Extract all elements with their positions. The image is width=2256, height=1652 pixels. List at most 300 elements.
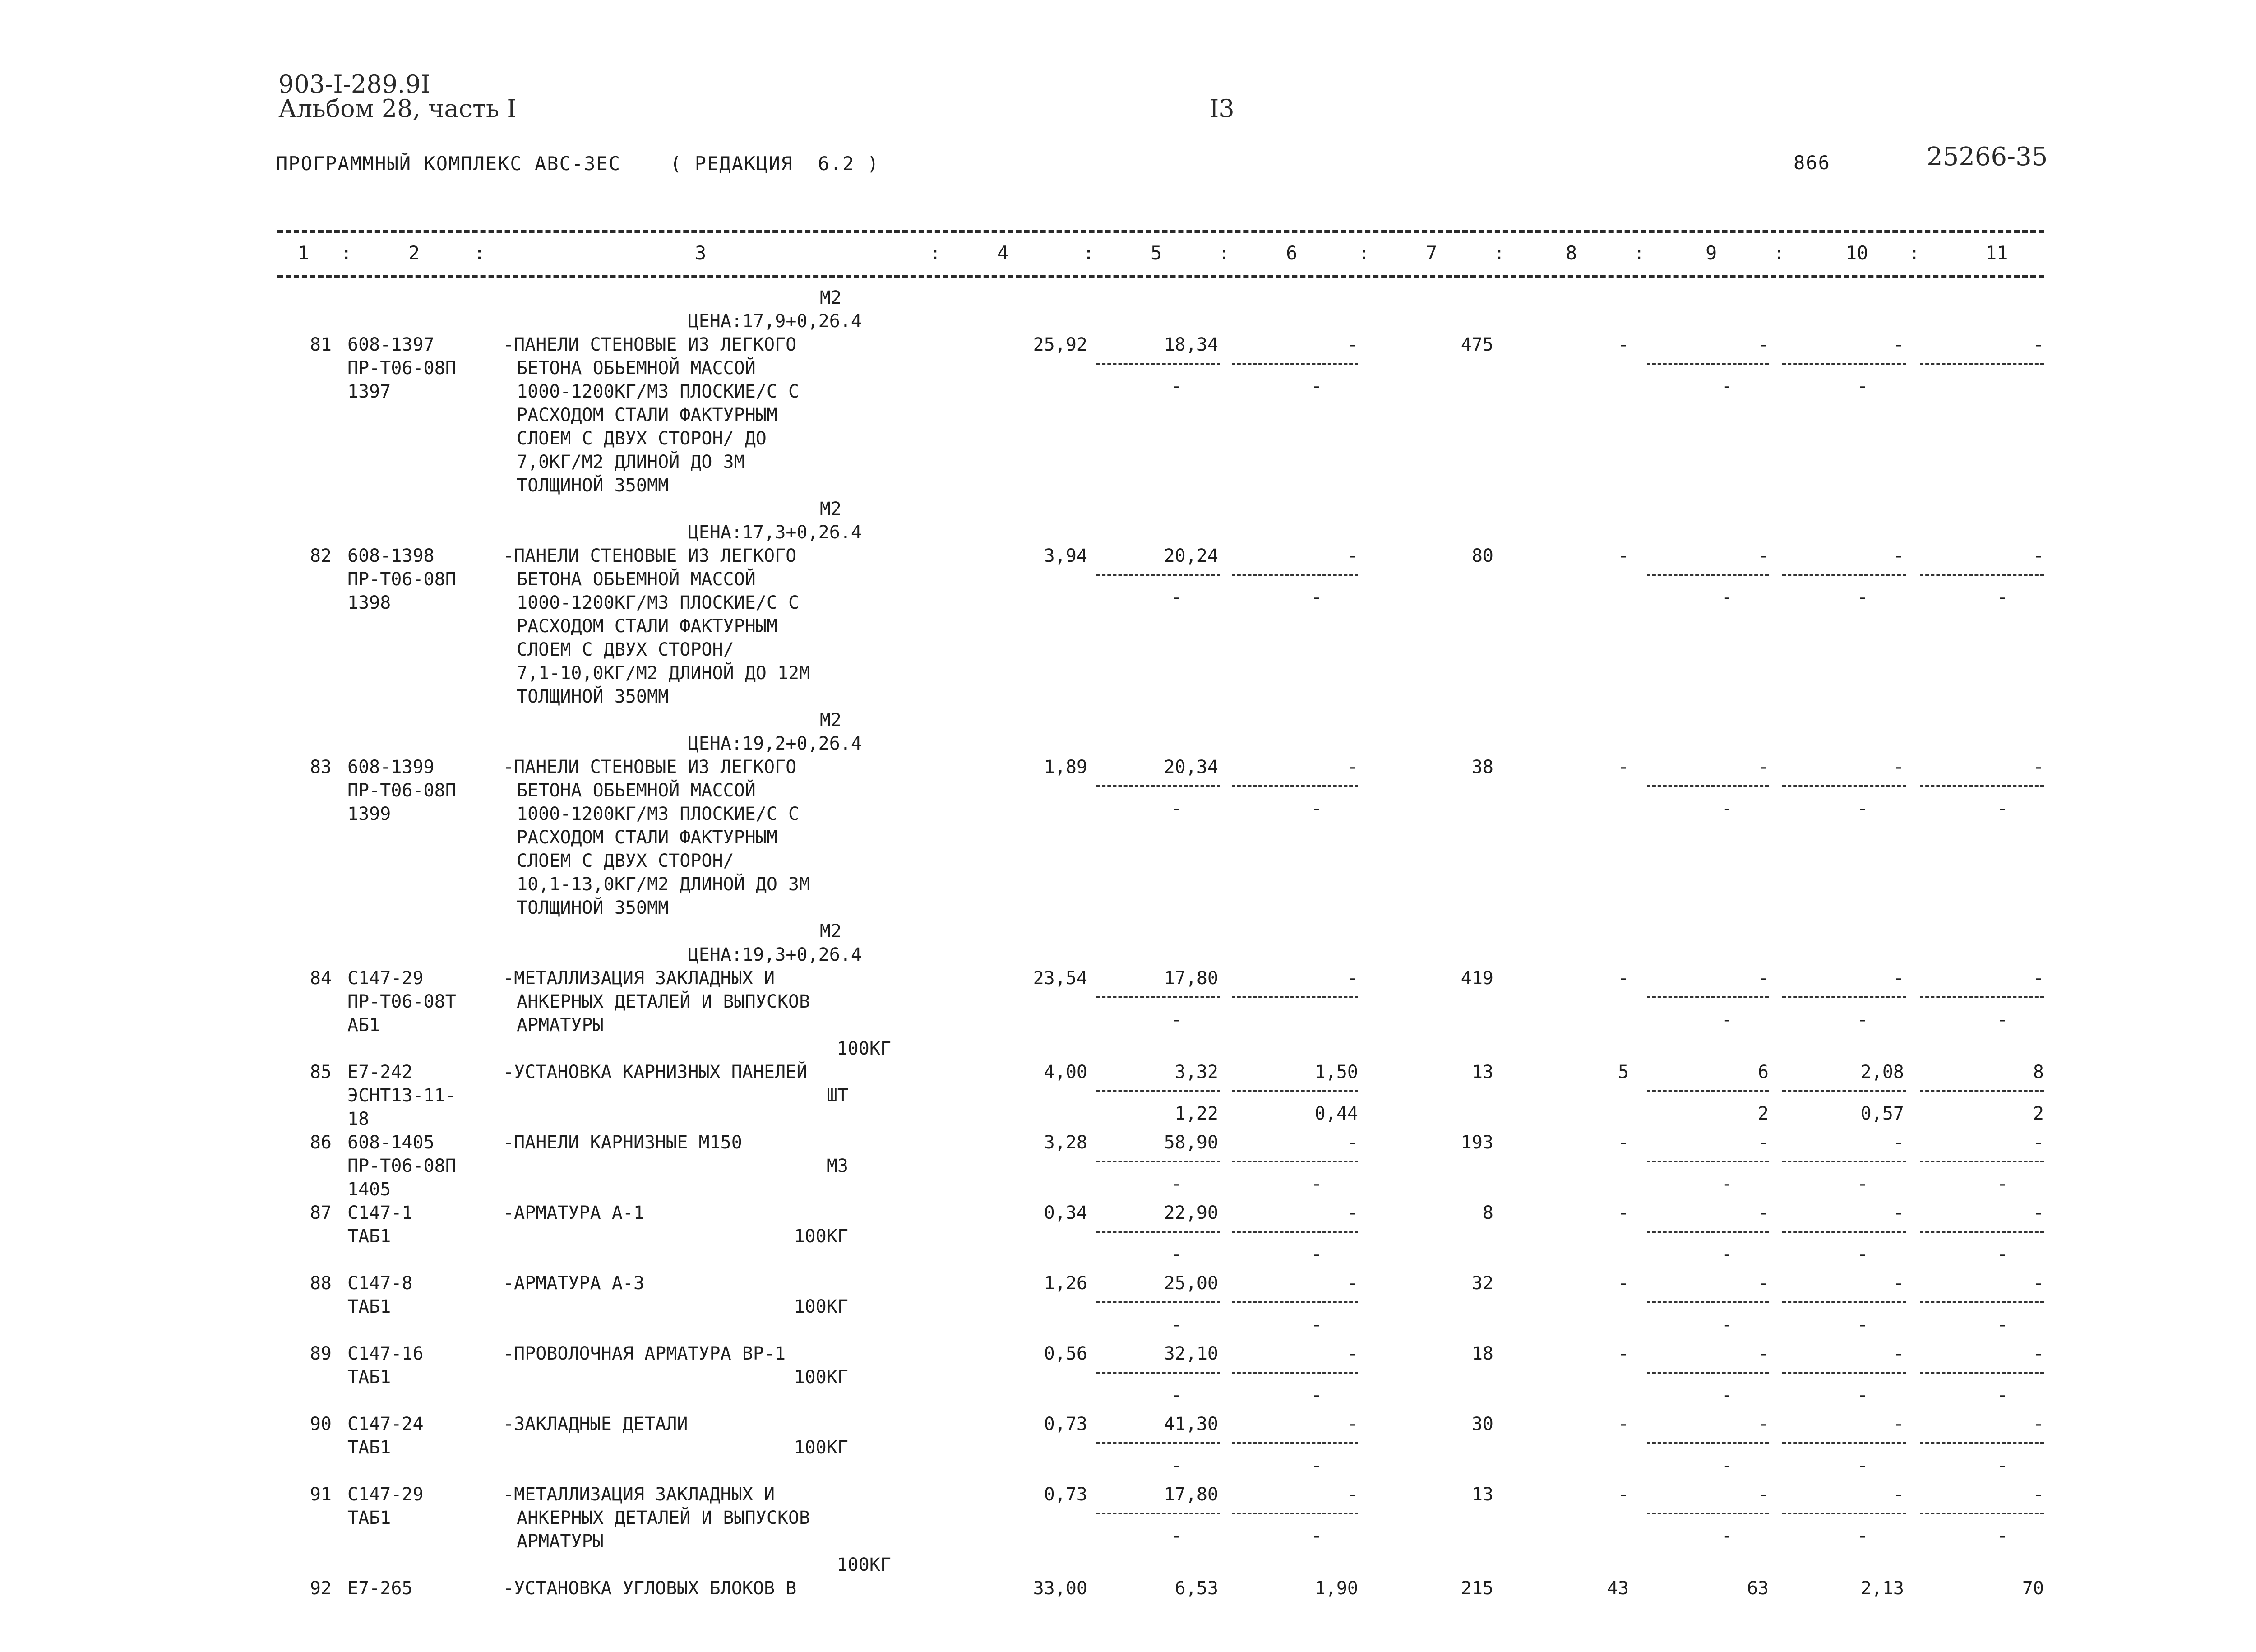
value-c9: - bbox=[1757, 334, 1769, 355]
row-code: 608-1399 bbox=[347, 757, 435, 777]
cell-separator bbox=[1096, 1090, 1220, 1092]
price-label: ЦЕНА:17,3+0,26.4 bbox=[688, 522, 862, 543]
row-code: 1397 bbox=[347, 381, 391, 402]
album-label: Альбом 28, часть I bbox=[278, 94, 517, 123]
price-label: ЦЕНА:17,9+0,26.4 bbox=[688, 311, 862, 332]
row-code: С147-29 bbox=[347, 968, 424, 989]
cell-separator bbox=[1647, 1090, 1769, 1092]
cell-separator bbox=[1920, 1513, 2044, 1514]
value-c9: - bbox=[1757, 1273, 1769, 1294]
value-c10: - bbox=[1893, 1203, 1904, 1223]
value-c4: 3,94 bbox=[1044, 546, 1087, 566]
cell-separator bbox=[1647, 785, 1769, 787]
column-header-5: 5 bbox=[1151, 242, 1162, 264]
row-description: СЛОЕМ С ДВУХ СТОРОН/ bbox=[517, 851, 734, 871]
row-number: 90 bbox=[310, 1414, 332, 1435]
value-c10: - bbox=[1893, 968, 1904, 989]
row-description: РАСХОДОМ СТАЛИ ФАКТУРНЫМ bbox=[517, 616, 777, 637]
row-description: ТОЛЩИНОЙ 350ММ bbox=[517, 475, 669, 496]
value-c7: 215 bbox=[1461, 1578, 1493, 1599]
value-c11: 70 bbox=[2022, 1578, 2044, 1599]
subvalue-c5: - bbox=[1171, 1526, 1182, 1546]
row-description: -УСТАНОВКА УГЛОВЫХ БЛОКОВ В bbox=[503, 1578, 797, 1599]
cell-separator bbox=[1232, 1090, 1358, 1092]
subvalue-c10: - bbox=[1857, 1314, 1868, 1335]
subvalue-c5: - bbox=[1171, 1009, 1182, 1030]
subvalue-c10: - bbox=[1857, 1455, 1868, 1476]
subvalue-c11: - bbox=[1997, 587, 2008, 608]
value-c11: - bbox=[2033, 1414, 2044, 1435]
value-c4: 1,89 bbox=[1044, 757, 1087, 777]
row-number: 88 bbox=[310, 1273, 332, 1294]
row-number: 92 bbox=[310, 1578, 332, 1599]
value-c9: - bbox=[1757, 1132, 1769, 1153]
value-c10: 2,08 bbox=[1860, 1062, 1904, 1083]
subvalue-c5: - bbox=[1171, 1174, 1182, 1194]
subvalue-c11: 2 bbox=[2033, 1103, 2044, 1124]
unit-label: 100КГ bbox=[794, 1296, 848, 1317]
column-header-7: 7 bbox=[1426, 242, 1438, 264]
value-c7: 38 bbox=[1471, 757, 1493, 777]
value-c8: - bbox=[1618, 1203, 1629, 1223]
row-code: ПР-Т06-08П bbox=[347, 358, 456, 379]
row-description: 7,1-10,0КГ/М2 ДЛИНОЙ ДО 12М bbox=[517, 663, 810, 684]
cell-separator bbox=[1782, 574, 1906, 576]
row-code: 608-1405 bbox=[347, 1132, 435, 1153]
subvalue-c9: 2 bbox=[1757, 1103, 1769, 1124]
row-description: БЕТОНА ОБЬЕМНОЙ МАССОЙ bbox=[517, 780, 756, 801]
row-description: -АРМАТУРА А-1 bbox=[503, 1203, 645, 1223]
value-c5: 20,34 bbox=[1164, 757, 1218, 777]
cell-separator bbox=[1232, 574, 1358, 576]
subvalue-c6: - bbox=[1311, 1244, 1322, 1265]
row-number: 84 bbox=[310, 968, 332, 989]
cell-separator bbox=[1096, 1301, 1220, 1303]
row-code: 608-1397 bbox=[347, 334, 435, 355]
cell-separator bbox=[1920, 574, 2044, 576]
value-c9: - bbox=[1757, 1203, 1769, 1223]
cell-separator bbox=[1782, 1372, 1906, 1374]
value-c9: 6 bbox=[1757, 1062, 1769, 1083]
row-code: ПР-Т06-08Т bbox=[347, 991, 456, 1012]
value-c6: - bbox=[1347, 1132, 1358, 1153]
subvalue-c5: - bbox=[1171, 1455, 1182, 1476]
value-c6: - bbox=[1347, 1273, 1358, 1294]
row-description: -ЗАКЛАДНЫЕ ДЕТАЛИ bbox=[503, 1414, 688, 1435]
column-separator: : bbox=[1083, 242, 1095, 264]
row-number: 91 bbox=[310, 1484, 332, 1505]
value-c10: - bbox=[1893, 757, 1904, 777]
value-c4: 33,00 bbox=[1033, 1578, 1087, 1599]
row-code: Е7-242 bbox=[347, 1062, 413, 1083]
cell-separator bbox=[1782, 1161, 1906, 1162]
cell-separator bbox=[1096, 1161, 1220, 1162]
subvalue-c9: - bbox=[1721, 587, 1733, 608]
row-number: 86 bbox=[310, 1132, 332, 1153]
subvalue-c9: - bbox=[1721, 1009, 1733, 1030]
value-c7: 8 bbox=[1482, 1203, 1493, 1223]
row-number: 87 bbox=[310, 1203, 332, 1223]
value-c6: - bbox=[1347, 334, 1358, 355]
cell-separator bbox=[1647, 1301, 1769, 1303]
value-c10: - bbox=[1893, 1273, 1904, 1294]
subvalue-c9: - bbox=[1721, 1244, 1733, 1265]
subvalue-c6: - bbox=[1311, 1385, 1322, 1406]
row-description: -ПАНЕЛИ СТЕНОВЫЕ ИЗ ЛЕГКОГО bbox=[503, 757, 797, 777]
value-c7: 193 bbox=[1461, 1132, 1493, 1153]
row-code: ТАБ1 bbox=[347, 1296, 391, 1317]
cell-separator bbox=[1920, 363, 2044, 365]
value-c6: - bbox=[1347, 1343, 1358, 1364]
cell-separator bbox=[1782, 996, 1906, 998]
value-c8: - bbox=[1618, 757, 1629, 777]
cell-separator bbox=[1647, 1161, 1769, 1162]
subvalue-c6: - bbox=[1311, 587, 1322, 608]
value-c11: - bbox=[2033, 1484, 2044, 1505]
row-code: С147-8 bbox=[347, 1273, 413, 1294]
cell-separator bbox=[1096, 574, 1220, 576]
subvalue-c11: - bbox=[1997, 1244, 2008, 1265]
unit-label: 100КГ bbox=[794, 1437, 848, 1458]
value-c11: - bbox=[2033, 1203, 2044, 1223]
row-number: 81 bbox=[310, 334, 332, 355]
cell-separator bbox=[1782, 785, 1906, 787]
row-code: С147-29 bbox=[347, 1484, 424, 1505]
row-description: РАСХОДОМ СТАЛИ ФАКТУРНЫМ bbox=[517, 405, 777, 426]
subvalue-c5: - bbox=[1171, 587, 1182, 608]
value-c5: 6,53 bbox=[1174, 1578, 1218, 1599]
subvalue-c11: - bbox=[1997, 1385, 2008, 1406]
row-code: ТАБ1 bbox=[347, 1226, 391, 1247]
column-header-11: 11 bbox=[1985, 242, 2008, 264]
value-c7: 80 bbox=[1471, 546, 1493, 566]
value-c7: 419 bbox=[1461, 968, 1493, 989]
column-separator: : bbox=[1218, 242, 1230, 264]
code-left: 866 bbox=[1794, 152, 1831, 174]
subvalue-c9: - bbox=[1721, 1385, 1733, 1406]
value-c4: 0,73 bbox=[1044, 1414, 1087, 1435]
subvalue-c11: - bbox=[1997, 798, 2008, 819]
cell-separator bbox=[1232, 785, 1358, 787]
subvalue-c9: - bbox=[1721, 798, 1733, 819]
subvalue-c10: - bbox=[1857, 376, 1868, 397]
cell-separator bbox=[1232, 1301, 1358, 1303]
price-label: ЦЕНА:19,2+0,26.4 bbox=[688, 733, 862, 754]
cell-separator bbox=[1920, 785, 2044, 787]
column-separator: : bbox=[1909, 242, 1920, 264]
row-code: 1405 bbox=[347, 1179, 391, 1200]
value-c8: - bbox=[1618, 1414, 1629, 1435]
value-c8: - bbox=[1618, 1343, 1629, 1364]
cell-separator bbox=[1782, 1090, 1906, 1092]
value-c5: 25,00 bbox=[1164, 1273, 1218, 1294]
value-c5: 3,32 bbox=[1174, 1062, 1218, 1083]
value-c10: 2,13 bbox=[1860, 1578, 1904, 1599]
value-c4: 0,34 bbox=[1044, 1203, 1087, 1223]
row-description: -УСТАНОВКА КАРНИЗНЫХ ПАНЕЛЕЙ bbox=[503, 1062, 808, 1083]
unit-label: М2 bbox=[819, 499, 841, 519]
value-c9: - bbox=[1757, 1343, 1769, 1364]
value-c4: 1,26 bbox=[1044, 1273, 1087, 1294]
value-c10: - bbox=[1893, 1484, 1904, 1505]
cell-separator bbox=[1232, 1513, 1358, 1514]
column-separator: : bbox=[929, 242, 941, 264]
unit-label: М2 bbox=[819, 287, 841, 308]
subvalue-c10: - bbox=[1857, 1174, 1868, 1194]
value-c4: 23,54 bbox=[1033, 968, 1087, 989]
value-c6: 1,90 bbox=[1314, 1578, 1358, 1599]
row-description: -МЕТАЛЛИЗАЦИЯ ЗАКЛАДНЫХ И bbox=[503, 1484, 775, 1505]
value-c10: - bbox=[1893, 1414, 1904, 1435]
cell-separator bbox=[1782, 1442, 1906, 1444]
unit-label: 100КГ bbox=[837, 1038, 891, 1059]
value-c10: - bbox=[1893, 1132, 1904, 1153]
cell-separator bbox=[1920, 1301, 2044, 1303]
row-code: ЭСНТ13-11- bbox=[347, 1085, 456, 1106]
column-header-6: 6 bbox=[1286, 242, 1298, 264]
row-code: С147-16 bbox=[347, 1343, 424, 1364]
subvalue-c11: - bbox=[1997, 1174, 2008, 1194]
column-header-9: 9 bbox=[1706, 242, 1717, 264]
cell-separator bbox=[1920, 1090, 2044, 1092]
row-description: -ПРОВОЛОЧНАЯ АРМАТУРА ВР-1 bbox=[503, 1343, 786, 1364]
cell-separator bbox=[1647, 1231, 1769, 1233]
row-code: С147-24 bbox=[347, 1414, 424, 1435]
subvalue-c10: - bbox=[1857, 1526, 1868, 1546]
column-header-1: 1 bbox=[298, 242, 310, 264]
cell-separator bbox=[1647, 1513, 1769, 1514]
row-description: 10,1-13,0КГ/М2 ДЛИНОЙ ДО 3М bbox=[517, 874, 810, 895]
value-c6: - bbox=[1347, 968, 1358, 989]
value-c7: 30 bbox=[1471, 1414, 1493, 1435]
value-c8: - bbox=[1618, 334, 1629, 355]
value-c6: - bbox=[1347, 1203, 1358, 1223]
cell-separator bbox=[1096, 1372, 1220, 1374]
subvalue-c10: - bbox=[1857, 1385, 1868, 1406]
row-description: АРМАТУРЫ bbox=[517, 1015, 604, 1036]
cell-separator bbox=[1232, 996, 1358, 998]
cell-separator bbox=[1232, 363, 1358, 365]
subvalue-c5: - bbox=[1171, 1314, 1182, 1335]
cell-separator bbox=[1232, 1161, 1358, 1162]
row-description: 1000-1200КГ/М3 ПЛОСКИЕ/С С bbox=[517, 381, 800, 402]
subvalue-c5: - bbox=[1171, 798, 1182, 819]
column-header-4: 4 bbox=[997, 242, 1009, 264]
row-description: БЕТОНА ОБЬЕМНОЙ МАССОЙ bbox=[517, 358, 756, 379]
value-c6: 1,50 bbox=[1314, 1062, 1358, 1083]
column-separator: : bbox=[341, 242, 352, 264]
row-code: ТАБ1 bbox=[347, 1508, 391, 1528]
subvalue-c10: - bbox=[1857, 587, 1868, 608]
row-description: -АРМАТУРА А-3 bbox=[503, 1273, 645, 1294]
unit-label: М3 bbox=[826, 1156, 848, 1176]
cell-separator bbox=[1782, 1513, 1906, 1514]
row-code: ПР-Т06-08П bbox=[347, 569, 456, 590]
code-right: 25266-35 bbox=[1927, 142, 2048, 171]
value-c5: 17,80 bbox=[1164, 1484, 1218, 1505]
column-separator: : bbox=[1633, 242, 1645, 264]
value-c4: 4,00 bbox=[1044, 1062, 1087, 1083]
value-c7: 475 bbox=[1461, 334, 1493, 355]
row-description: 1000-1200КГ/М3 ПЛОСКИЕ/С С bbox=[517, 804, 800, 824]
value-c8: - bbox=[1618, 1132, 1629, 1153]
unit-label: 100КГ bbox=[794, 1226, 848, 1247]
row-number: 83 bbox=[310, 757, 332, 777]
row-description: АНКЕРНЫХ ДЕТАЛЕЙ И ВЫПУСКОВ bbox=[517, 991, 810, 1012]
value-c11: - bbox=[2033, 1343, 2044, 1364]
cell-separator bbox=[1920, 1372, 2044, 1374]
row-description: -МЕТАЛЛИЗАЦИЯ ЗАКЛАДНЫХ И bbox=[503, 968, 775, 989]
unit-label: 100КГ bbox=[837, 1555, 891, 1575]
cell-separator bbox=[1647, 363, 1769, 365]
cell-separator bbox=[1096, 1442, 1220, 1444]
row-code: АБ1 bbox=[347, 1015, 380, 1036]
value-c7: 32 bbox=[1471, 1273, 1493, 1294]
row-number: 82 bbox=[310, 546, 332, 566]
value-c7: 13 bbox=[1471, 1484, 1493, 1505]
value-c6: - bbox=[1347, 1484, 1358, 1505]
value-c9: 63 bbox=[1747, 1578, 1769, 1599]
unit-label: М2 bbox=[819, 710, 841, 731]
row-code: ТАБ1 bbox=[347, 1437, 391, 1458]
value-c5: 41,30 bbox=[1164, 1414, 1218, 1435]
subvalue-c9: - bbox=[1721, 1174, 1733, 1194]
column-separator: : bbox=[1358, 242, 1370, 264]
value-c9: - bbox=[1757, 757, 1769, 777]
cell-separator bbox=[1920, 1442, 2044, 1444]
row-description: СЛОЕМ С ДВУХ СТОРОН/ ДО bbox=[517, 428, 767, 449]
cell-separator bbox=[1920, 996, 2044, 998]
value-c9: - bbox=[1757, 968, 1769, 989]
value-c11: 8 bbox=[2033, 1062, 2044, 1083]
value-c11: - bbox=[2033, 546, 2044, 566]
row-code: 18 bbox=[347, 1109, 370, 1129]
subvalue-c5: - bbox=[1171, 1385, 1182, 1406]
value-c8: 43 bbox=[1607, 1578, 1629, 1599]
row-description: ТОЛЩИНОЙ 350ММ bbox=[517, 898, 669, 918]
row-number: 89 bbox=[310, 1343, 332, 1364]
row-description: АРМАТУРЫ bbox=[517, 1531, 604, 1552]
cell-separator bbox=[1782, 1231, 1906, 1233]
table-top-rule bbox=[277, 230, 2044, 233]
row-description: СЛОЕМ С ДВУХ СТОРОН/ bbox=[517, 639, 734, 660]
cell-separator bbox=[1647, 996, 1769, 998]
unit-label: М2 bbox=[819, 921, 841, 942]
subvalue-c6: - bbox=[1311, 376, 1322, 397]
price-label: ЦЕНА:19,3+0,26.4 bbox=[688, 944, 862, 965]
row-description: -ПАНЕЛИ КАРНИЗНЫЕ М150 bbox=[503, 1132, 742, 1153]
column-separator: : bbox=[1493, 242, 1505, 264]
value-c6: - bbox=[1347, 1414, 1358, 1435]
subvalue-c9: - bbox=[1721, 1455, 1733, 1476]
value-c10: - bbox=[1893, 546, 1904, 566]
column-separator: : bbox=[474, 242, 485, 264]
row-description: 7,0КГ/М2 ДЛИНОЙ ДО 3М bbox=[517, 452, 745, 472]
value-c8: - bbox=[1618, 546, 1629, 566]
value-c5: 20,24 bbox=[1164, 546, 1218, 566]
value-c8: - bbox=[1618, 1484, 1629, 1505]
column-header-8: 8 bbox=[1566, 242, 1577, 264]
subvalue-c10: - bbox=[1857, 798, 1868, 819]
table-header-rule bbox=[277, 275, 2044, 278]
value-c7: 18 bbox=[1471, 1343, 1493, 1364]
value-c4: 0,73 bbox=[1044, 1484, 1087, 1505]
subvalue-c11: - bbox=[1997, 1455, 2008, 1476]
value-c11: - bbox=[2033, 1132, 2044, 1153]
value-c10: - bbox=[1893, 1343, 1904, 1364]
document-code: 903-I-289.9I bbox=[278, 70, 430, 98]
value-c11: - bbox=[2033, 757, 2044, 777]
page-number: I3 bbox=[1209, 94, 1234, 123]
cell-separator bbox=[1647, 1372, 1769, 1374]
subvalue-c5: - bbox=[1171, 1244, 1182, 1265]
value-c9: - bbox=[1757, 546, 1769, 566]
row-description: АНКЕРНЫХ ДЕТАЛЕЙ И ВЫПУСКОВ bbox=[517, 1508, 810, 1528]
value-c8: - bbox=[1618, 1273, 1629, 1294]
row-description: 1000-1200КГ/М3 ПЛОСКИЕ/С С bbox=[517, 592, 800, 613]
cell-separator bbox=[1232, 1372, 1358, 1374]
cell-separator bbox=[1647, 1442, 1769, 1444]
cell-separator bbox=[1096, 996, 1220, 998]
column-header-10: 10 bbox=[1845, 242, 1868, 264]
cell-separator bbox=[1096, 1231, 1220, 1233]
value-c5: 18,34 bbox=[1164, 334, 1218, 355]
subvalue-c6: - bbox=[1311, 1314, 1322, 1335]
row-description: ТОЛЩИНОЙ 350ММ bbox=[517, 686, 669, 707]
value-c7: 13 bbox=[1471, 1062, 1493, 1083]
subvalue-c6: 0,44 bbox=[1314, 1103, 1358, 1124]
subvalue-c6: - bbox=[1311, 1174, 1322, 1194]
subvalue-c9: - bbox=[1721, 1314, 1733, 1335]
row-code: С147-1 bbox=[347, 1203, 413, 1223]
value-c6: - bbox=[1347, 546, 1358, 566]
row-code: 608-1398 bbox=[347, 546, 435, 566]
cell-separator bbox=[1920, 1161, 2044, 1162]
value-c5: 17,80 bbox=[1164, 968, 1218, 989]
value-c8: - bbox=[1618, 968, 1629, 989]
subvalue-c5: 1,22 bbox=[1174, 1103, 1218, 1124]
subvalue-c5: - bbox=[1171, 376, 1182, 397]
subvalue-c9: - bbox=[1721, 1526, 1733, 1546]
value-c4: 0,56 bbox=[1044, 1343, 1087, 1364]
subvalue-c11: - bbox=[1997, 1314, 2008, 1335]
cell-separator bbox=[1096, 785, 1220, 787]
subvalue-c6: - bbox=[1311, 798, 1322, 819]
row-code: 1398 bbox=[347, 592, 391, 613]
subvalue-c10: - bbox=[1857, 1244, 1868, 1265]
value-c5: 58,90 bbox=[1164, 1132, 1218, 1153]
value-c5: 22,90 bbox=[1164, 1203, 1218, 1223]
column-header-2: 2 bbox=[408, 242, 420, 264]
column-header-3: 3 bbox=[695, 242, 707, 264]
program-title: ПРОГРАММНЫЙ КОМПЛЕКС АВС-3ЕС ( РЕДАКЦИЯ 6.2 ) bbox=[276, 153, 880, 175]
subvalue-c6: - bbox=[1311, 1526, 1322, 1546]
value-c8: 5 bbox=[1618, 1062, 1629, 1083]
value-c10: - bbox=[1893, 334, 1904, 355]
row-code: ПР-Т06-08П bbox=[347, 780, 456, 801]
value-c6: - bbox=[1347, 757, 1358, 777]
cell-separator bbox=[1782, 363, 1906, 365]
row-description: -ПАНЕЛИ СТЕНОВЫЕ ИЗ ЛЕГКОГО bbox=[503, 546, 797, 566]
row-description: БЕТОНА ОБЬЕМНОЙ МАССОЙ bbox=[517, 569, 756, 590]
row-description: РАСХОДОМ СТАЛИ ФАКТУРНЫМ bbox=[517, 827, 777, 848]
cell-separator bbox=[1096, 1513, 1220, 1514]
row-code: ПР-Т06-08П bbox=[347, 1156, 456, 1176]
row-description: -ПАНЕЛИ СТЕНОВЫЕ ИЗ ЛЕГКОГО bbox=[503, 334, 797, 355]
value-c4: 25,92 bbox=[1033, 334, 1087, 355]
subvalue-c6: - bbox=[1311, 1455, 1322, 1476]
cell-separator bbox=[1782, 1301, 1906, 1303]
